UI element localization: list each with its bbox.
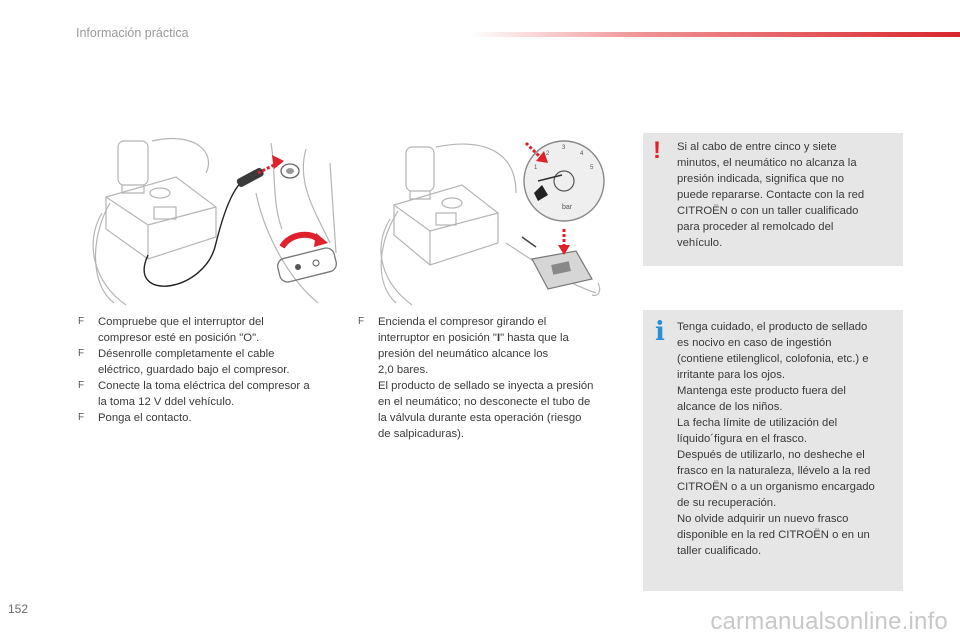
list-item: [78, 378, 340, 410]
info-text: Tenga cuidado, el producto de sellado es nocivo en caso de ingestión (contiene etilenglicol, colofonia, etc.) e irritante para los ojos. Mantenga este producto fuera del alcance de los niños. La fecha límite de utilización del líquido´figura en el frasco. Después de utilizarlo, no desheche el frasco en la naturaleza, llévelo a la red CITROËN o a un organismo encargado de su recuperación. No olvide adquirir un nuevo frasco disponible en la red CITROËN o en un taller cualificado.: [677, 321, 875, 557]
list-item: [78, 314, 340, 346]
instruction-list-left: [78, 314, 340, 426]
warning-box: [643, 133, 903, 266]
compressor-connection-illustration: [86, 133, 338, 308]
bullet-icon: F: [358, 316, 365, 327]
watermark: carmanualsonline.info: [710, 608, 948, 635]
page-number: 152: [8, 602, 29, 616]
bullet-icon: F: [78, 380, 85, 391]
bullet-icon: F: [78, 412, 85, 423]
list-item: [78, 410, 340, 426]
warning-exclamation-icon: !: [653, 137, 661, 164]
instruction-list-right: [358, 314, 622, 442]
list-item: [78, 346, 340, 378]
info-box: [643, 310, 903, 591]
compressor-gauge-illustration: [366, 133, 618, 308]
section-title: Información práctica: [76, 26, 189, 40]
bullet-icon: F: [78, 348, 85, 359]
step-text: Désenrolle completamente el cable eléctrico, guardado bajo el compresor.: [98, 348, 290, 376]
step-text: [378, 316, 593, 440]
step-text-part: " hasta que la presión del neumático alcance los 2,0 bares. El producto de sellado se inyecta a presión en el neumático; no desconecte el tubo de la válvula durante esta operación (riesgo de salpicaduras).: [378, 332, 594, 440]
info-icon: i: [655, 317, 665, 347]
svg-text:2: 2: [546, 151, 550, 157]
switch-position-label: I: [496, 332, 501, 344]
step-text: Ponga el contacto.: [98, 412, 192, 424]
bullet-icon: F: [78, 316, 85, 327]
gauge-unit-label: bar: [562, 204, 573, 211]
svg-text:3: 3: [562, 145, 566, 151]
header-accent-bar: [470, 32, 960, 37]
step-text: Conecte la toma eléctrica del compresor a la toma 12 V ddel vehículo.: [98, 380, 310, 408]
warning-text: Si al cabo de entre cinco y siete minutos, el neumático no alcanza la presión indicada, significa que no puede repararse. Contacte con la red CITROËN o con un taller cualificado para proceder al remolcado del vehículo.: [677, 141, 865, 249]
svg-text:1: 1: [534, 165, 538, 171]
step-text-part: Encienda el compresor girando el interruptor en posición ": [378, 316, 547, 344]
svg-text:5: 5: [590, 165, 594, 171]
list-item: [358, 314, 622, 442]
step-text: Compruebe que el interruptor del compresor esté en posición "O".: [98, 316, 264, 344]
svg-text:4: 4: [580, 151, 584, 157]
